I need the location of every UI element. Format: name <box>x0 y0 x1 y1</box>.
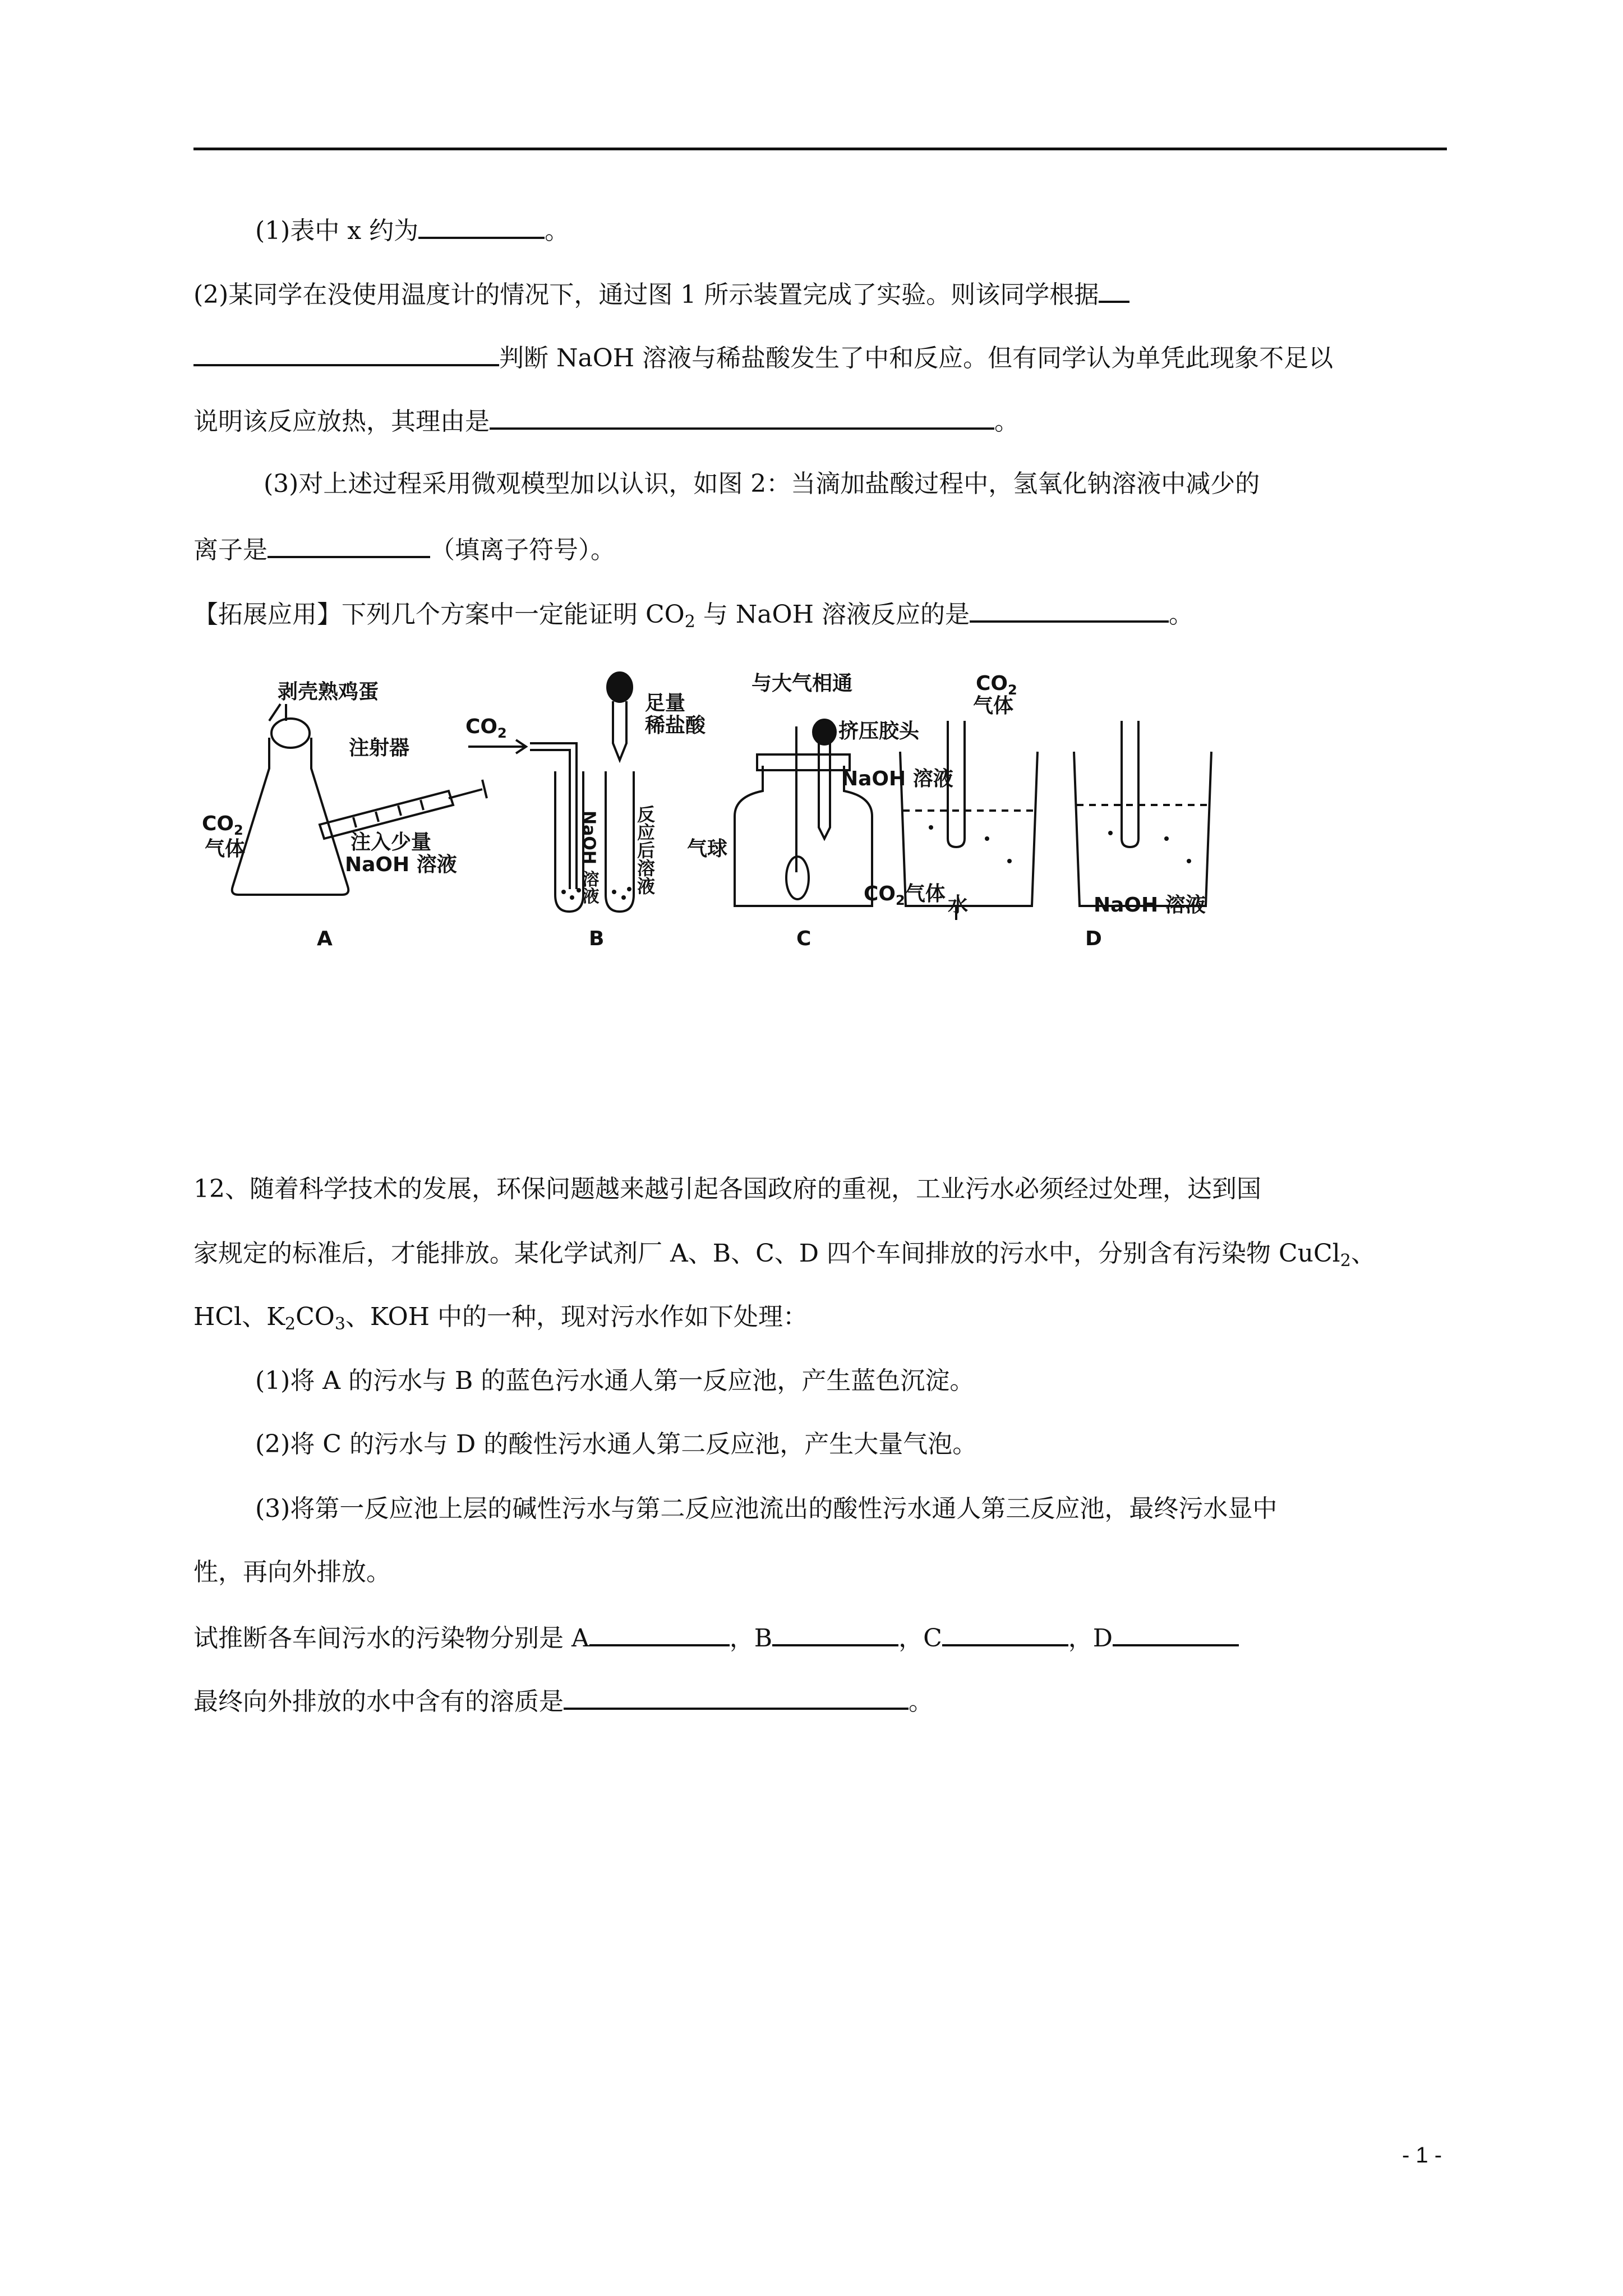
label-egg: 剥壳熟鸡蛋 <box>278 680 379 703</box>
q11-part3-line2 <box>193 531 615 567</box>
label-d: D <box>1085 927 1102 950</box>
q12-line1 <box>193 1172 1261 1206</box>
label-b-acid-2: 稀盐酸 <box>645 714 706 737</box>
label-d-co2-sub: 2 <box>1008 682 1017 698</box>
answer-blank-basis[interactable] <box>193 339 499 366</box>
experiment-figure <box>202 670 1295 962</box>
q11-part2-line1 <box>193 276 1129 312</box>
svg-text:CO2 <box>465 715 507 741</box>
punct: 。 <box>1168 600 1193 629</box>
q12-line2 <box>193 1237 1376 1271</box>
q11-part1-text: (1)表中 x 约为 <box>255 217 419 245</box>
q12-sub-co3: 3 <box>334 1314 345 1334</box>
punct: 。 <box>545 217 570 245</box>
answer-blank-solute[interactable] <box>564 1683 909 1710</box>
label-d-co2: CO <box>976 672 1008 695</box>
setup-b-tube-left <box>530 743 583 912</box>
svg-text:CO2 <box>202 812 243 838</box>
q12-inf-text-d: ，D <box>1068 1624 1113 1653</box>
q12-sub-cucl2: 2 <box>1340 1251 1351 1271</box>
q11-part2-line3 <box>193 403 1019 439</box>
label-b: B <box>589 927 605 950</box>
answer-blank-d[interactable] <box>1113 1619 1239 1646</box>
q12-inference <box>193 1619 1239 1655</box>
q11-part3-text-c: （填离子符号）。 <box>430 536 615 564</box>
q12-step3-text-b: 性，再向外排放。 <box>193 1558 391 1586</box>
label-c-balloon: 气球 <box>687 838 728 861</box>
label-c-air: 与大气相通 <box>751 672 853 695</box>
answer-blank-scheme[interactable] <box>970 596 1169 623</box>
q11-part3-line1 <box>264 467 1260 501</box>
label-a-co2: CO <box>202 812 234 835</box>
label-a: A <box>317 927 333 950</box>
q12-text-2b: 、 <box>1350 1239 1376 1268</box>
setup-b-dropper <box>607 673 632 760</box>
q11-part2-text-c: 说明该反应放热，其理由是 <box>193 407 490 436</box>
q11-part3-text-a: (3)对上述过程采用微观模型加以认识，如图 2：当滴加盐酸过程中，氢氧化钠溶液中减少的 <box>264 470 1260 498</box>
answer-blank-x[interactable] <box>418 212 545 239</box>
q11-extension <box>193 596 1193 632</box>
ext-text-a: 【拓展应用】下列几个方案中一定能证明 CO <box>193 600 685 629</box>
q12-step3-cont <box>193 1556 391 1589</box>
q11-part2-text-a: (2)某同学在没使用温度计的情况下，通过图 1 所示装置完成了实验。则该同学根据 <box>193 280 1099 309</box>
q11-part2-line2 <box>193 339 1333 375</box>
q12-text-3b: CO <box>296 1303 335 1331</box>
ext-text-b: 与 NaOH 溶液反应的是 <box>695 600 970 629</box>
label-c-co2: CO <box>864 882 896 905</box>
setup-d-beaker-water <box>900 721 1038 906</box>
q12-text-1: 12、随着科学技术的发展，环保问题越来越引起各国政府的重视，工业污水必须经过处理，达到国 <box>193 1175 1261 1203</box>
q12-text-3a: HCl、K <box>193 1303 285 1331</box>
q12-step3-text-a: (3)将第一反应池上层的碱性污水与第二反应池流出的酸性污水通人第三反应池，最终污水显中 <box>255 1494 1278 1523</box>
label-c-naoh: NaOH 溶液 <box>841 767 953 790</box>
setup-a-egg-pointer <box>269 704 280 721</box>
label-b-after: 反应后溶液 <box>634 805 656 895</box>
q12-text-3c: 、KOH 中的一种，现对污水作如下处理： <box>345 1303 808 1331</box>
label-d-gas: 气体 <box>973 694 1014 717</box>
q12-final-text: 最终向外排放的水中含有的溶质是 <box>193 1687 564 1716</box>
label-c-gas: 气体 <box>905 882 946 905</box>
svg-text:CO2气体 <box>864 882 946 908</box>
label-inject-2: NaOH 溶液 <box>345 853 457 876</box>
q11-part2-text-b: 判断 NaOH 溶液与稀盐酸发生了中和反应。但有同学认为单凭此现象不足以 <box>499 344 1334 372</box>
label-b-co2: CO <box>465 715 498 738</box>
label-b-acid-1: 足量 <box>645 692 686 715</box>
header-rule <box>193 148 1447 150</box>
punct: 。 <box>909 1687 933 1716</box>
label-syringe: 注射器 <box>349 737 410 760</box>
q12-inf-text-a: 试推断各车间污水的污染物分别是 A <box>193 1624 589 1653</box>
punct: 。 <box>994 407 1019 436</box>
label-a-co2-sub: 2 <box>234 822 243 838</box>
label-d-water: 水 <box>948 894 969 917</box>
q12-step3 <box>255 1492 1277 1526</box>
label-b-naoh: NaOH 溶液 <box>579 811 599 904</box>
label-c-squeeze: 挤压胶头 <box>838 720 920 743</box>
q12-step2-text: (2)将 C 的污水与 D 的酸性污水通人第二反应池，产生大量气泡。 <box>255 1430 978 1458</box>
answer-blank-ion[interactable] <box>268 531 430 558</box>
setup-a-flask <box>232 704 349 895</box>
page-number: - 1 - <box>1402 2143 1442 2168</box>
answer-blank-a[interactable] <box>589 1619 730 1646</box>
q12-text-2a: 家规定的标准后，才能排放。某化学试剂厂 A、B、C、D 四个车间排放的污水中，分别含有污染物 CuCl <box>193 1239 1340 1268</box>
q11-part1 <box>255 212 569 248</box>
label-inject-1: 注入少量 <box>351 831 432 854</box>
q12-sub-k2: 2 <box>284 1314 296 1334</box>
label-c: C <box>796 927 811 950</box>
label-c-co2-sub: 2 <box>896 892 905 908</box>
setup-a-syringe <box>320 780 487 839</box>
q12-step2 <box>255 1428 977 1461</box>
q12-line3 <box>193 1300 808 1334</box>
answer-blank-b[interactable] <box>772 1619 898 1646</box>
q12-step1 <box>255 1364 974 1398</box>
q12-inf-text-c: ，C <box>898 1624 942 1653</box>
answer-blank-basis-start[interactable] <box>1099 276 1129 303</box>
setup-c-bottle <box>735 720 872 906</box>
label-b-co2-sub: 2 <box>497 725 507 741</box>
q12-step1-text: (1)将 A 的污水与 B 的蓝色污水通人第一反应池，产生蓝色沉淀。 <box>255 1366 975 1395</box>
ext-subscript: 2 <box>684 612 695 632</box>
answer-blank-c[interactable] <box>942 1619 1068 1646</box>
q11-part3-text-b: 离子是 <box>193 536 268 564</box>
setup-d-beaker-naoh <box>1074 721 1211 906</box>
answer-blank-reason[interactable] <box>490 403 994 430</box>
q12-final <box>193 1683 933 1719</box>
label-a-gas: 气体 <box>205 838 246 861</box>
q12-inf-text-b: ，B <box>729 1624 773 1653</box>
label-d-naoh: NaOH 溶液 <box>1094 894 1206 917</box>
